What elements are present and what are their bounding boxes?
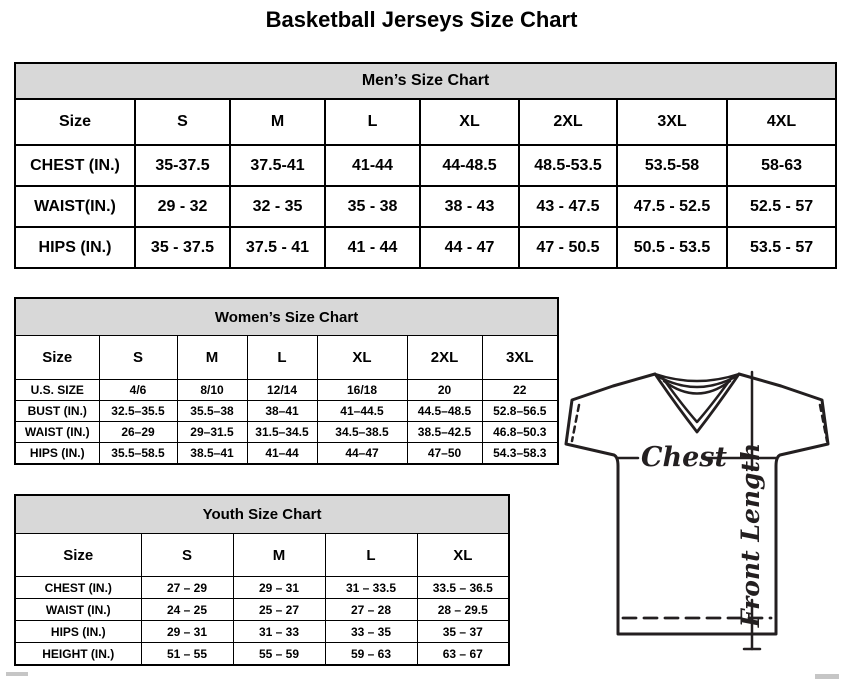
row-label: WAIST(IN.) [15, 186, 135, 227]
size-cell: 22 [482, 380, 558, 401]
row-label: HIPS (IN.) [15, 443, 99, 465]
youth-col-header-m: M [233, 534, 325, 577]
size-cell: 32 - 35 [230, 186, 325, 227]
table-row [15, 599, 509, 621]
size-cell: 37.5-41 [230, 145, 325, 186]
men-col-header-2xl: 2XL [519, 99, 617, 145]
size-cell: 12/14 [247, 380, 317, 401]
size-cell: 55 – 59 [233, 643, 325, 666]
jersey-measurement-diagram [556, 360, 843, 665]
size-cell: 58-63 [727, 145, 836, 186]
women-col-header-xl: XL [317, 336, 407, 380]
size-cell: 35 - 38 [325, 186, 420, 227]
size-cell: 48.5-53.5 [519, 145, 617, 186]
size-cell: 16/18 [317, 380, 407, 401]
size-cell: 53.5-58 [617, 145, 727, 186]
size-cell: 41–44.5 [317, 401, 407, 422]
size-cell: 29 – 31 [141, 621, 233, 643]
jersey-diagram-drawing [556, 360, 843, 665]
table-row [15, 422, 558, 443]
page-title: Basketball Jerseys Size Chart [265, 7, 578, 32]
table-row [15, 401, 558, 422]
men-col-header-m: M [230, 99, 325, 145]
size-cell: 44 - 47 [420, 227, 519, 268]
size-cell: 41–44 [247, 443, 317, 465]
horizontal-scrollbar-left-fragment[interactable] [6, 672, 28, 676]
size-cell: 31 – 33.5 [325, 577, 417, 599]
table-row [15, 577, 509, 599]
row-label: CHEST (IN.) [15, 577, 141, 599]
chest-measure-label: Chest [641, 442, 727, 473]
row-label: CHEST (IN.) [15, 145, 135, 186]
women-col-header-s: S [99, 336, 177, 380]
row-label: HIPS (IN.) [15, 621, 141, 643]
row-label: WAIST (IN.) [15, 599, 141, 621]
size-cell: 28 – 29.5 [417, 599, 509, 621]
size-cell: 38–41 [247, 401, 317, 422]
size-cell: 31.5–34.5 [247, 422, 317, 443]
youth-col-header-xl: XL [417, 534, 509, 577]
table-row [15, 186, 836, 227]
front-length-measure-label: Front Length [736, 442, 765, 628]
size-cell: 37.5 - 41 [230, 227, 325, 268]
size-cell: 33 – 35 [325, 621, 417, 643]
size-cell: 44-48.5 [420, 145, 519, 186]
youth-col-header-l: L [325, 534, 417, 577]
size-cell: 63 – 67 [417, 643, 509, 666]
women-col-header-3xl: 3XL [482, 336, 558, 380]
size-cell: 41-44 [325, 145, 420, 186]
size-cell: 27 – 29 [141, 577, 233, 599]
size-cell: 35 - 37.5 [135, 227, 230, 268]
size-cell: 44.5–48.5 [407, 401, 482, 422]
size-cell: 4/6 [99, 380, 177, 401]
size-cell: 47–50 [407, 443, 482, 465]
size-cell: 34.5–38.5 [317, 422, 407, 443]
row-label: U.S. SIZE [15, 380, 99, 401]
horizontal-scrollbar-right-fragment[interactable] [815, 674, 839, 679]
size-cell: 35 – 37 [417, 621, 509, 643]
size-cell: 43 - 47.5 [519, 186, 617, 227]
size-cell: 35.5–38 [177, 401, 247, 422]
size-cell: 46.8–50.3 [482, 422, 558, 443]
women-col-header-l: L [247, 336, 317, 380]
size-cell: 29 – 31 [233, 577, 325, 599]
men-col-header-4xl: 4XL [727, 99, 836, 145]
size-cell: 38 - 43 [420, 186, 519, 227]
men-col-header-s: S [135, 99, 230, 145]
size-cell: 33.5 – 36.5 [417, 577, 509, 599]
size-cell: 29 - 32 [135, 186, 230, 227]
women-col-header-size: Size [15, 336, 99, 380]
size-cell: 52.5 - 57 [727, 186, 836, 227]
youth-col-header-s: S [141, 534, 233, 577]
women-col-header-m: M [177, 336, 247, 380]
table-row [15, 621, 509, 643]
men-col-header-3xl: 3XL [617, 99, 727, 145]
size-cell: 52.8–56.5 [482, 401, 558, 422]
size-cell: 25 – 27 [233, 599, 325, 621]
women-col-header-2xl: 2XL [407, 336, 482, 380]
mens-table-title: Men’s Size Chart [15, 63, 836, 99]
table-row [15, 380, 558, 401]
men-col-header-size: Size [15, 99, 135, 145]
table-row [15, 643, 509, 666]
size-cell: 35.5–58.5 [99, 443, 177, 465]
size-cell: 38.5–41 [177, 443, 247, 465]
table-row [15, 443, 558, 465]
row-label: HIPS (IN.) [15, 227, 135, 268]
size-cell: 53.5 - 57 [727, 227, 836, 268]
size-cell: 44–47 [317, 443, 407, 465]
row-label: BUST (IN.) [15, 401, 99, 422]
row-label: HEIGHT (IN.) [15, 643, 141, 666]
men-col-header-xl: XL [420, 99, 519, 145]
size-cell: 47.5 - 52.5 [617, 186, 727, 227]
men-col-header-l: L [325, 99, 420, 145]
table-row [15, 227, 836, 268]
size-cell: 51 – 55 [141, 643, 233, 666]
size-cell: 27 – 28 [325, 599, 417, 621]
table-row [15, 145, 836, 186]
size-cell: 32.5–35.5 [99, 401, 177, 422]
size-cell: 54.3–58.3 [482, 443, 558, 465]
size-cell: 20 [407, 380, 482, 401]
size-cell: 41 - 44 [325, 227, 420, 268]
size-cell: 59 – 63 [325, 643, 417, 666]
row-label: WAIST (IN.) [15, 422, 99, 443]
womens-size-table [14, 297, 559, 465]
size-cell: 31 – 33 [233, 621, 325, 643]
youth-col-header-size: Size [15, 534, 141, 577]
mens-size-table [14, 62, 837, 269]
youth-size-table [14, 494, 510, 666]
size-cell: 26–29 [99, 422, 177, 443]
size-cell: 47 - 50.5 [519, 227, 617, 268]
size-cell: 50.5 - 53.5 [617, 227, 727, 268]
womens-table-title: Women’s Size Chart [15, 298, 558, 336]
size-cell: 38.5–42.5 [407, 422, 482, 443]
youth-table-title: Youth Size Chart [15, 495, 509, 534]
size-cell: 29–31.5 [177, 422, 247, 443]
size-cell: 8/10 [177, 380, 247, 401]
size-cell: 35-37.5 [135, 145, 230, 186]
size-cell: 24 – 25 [141, 599, 233, 621]
